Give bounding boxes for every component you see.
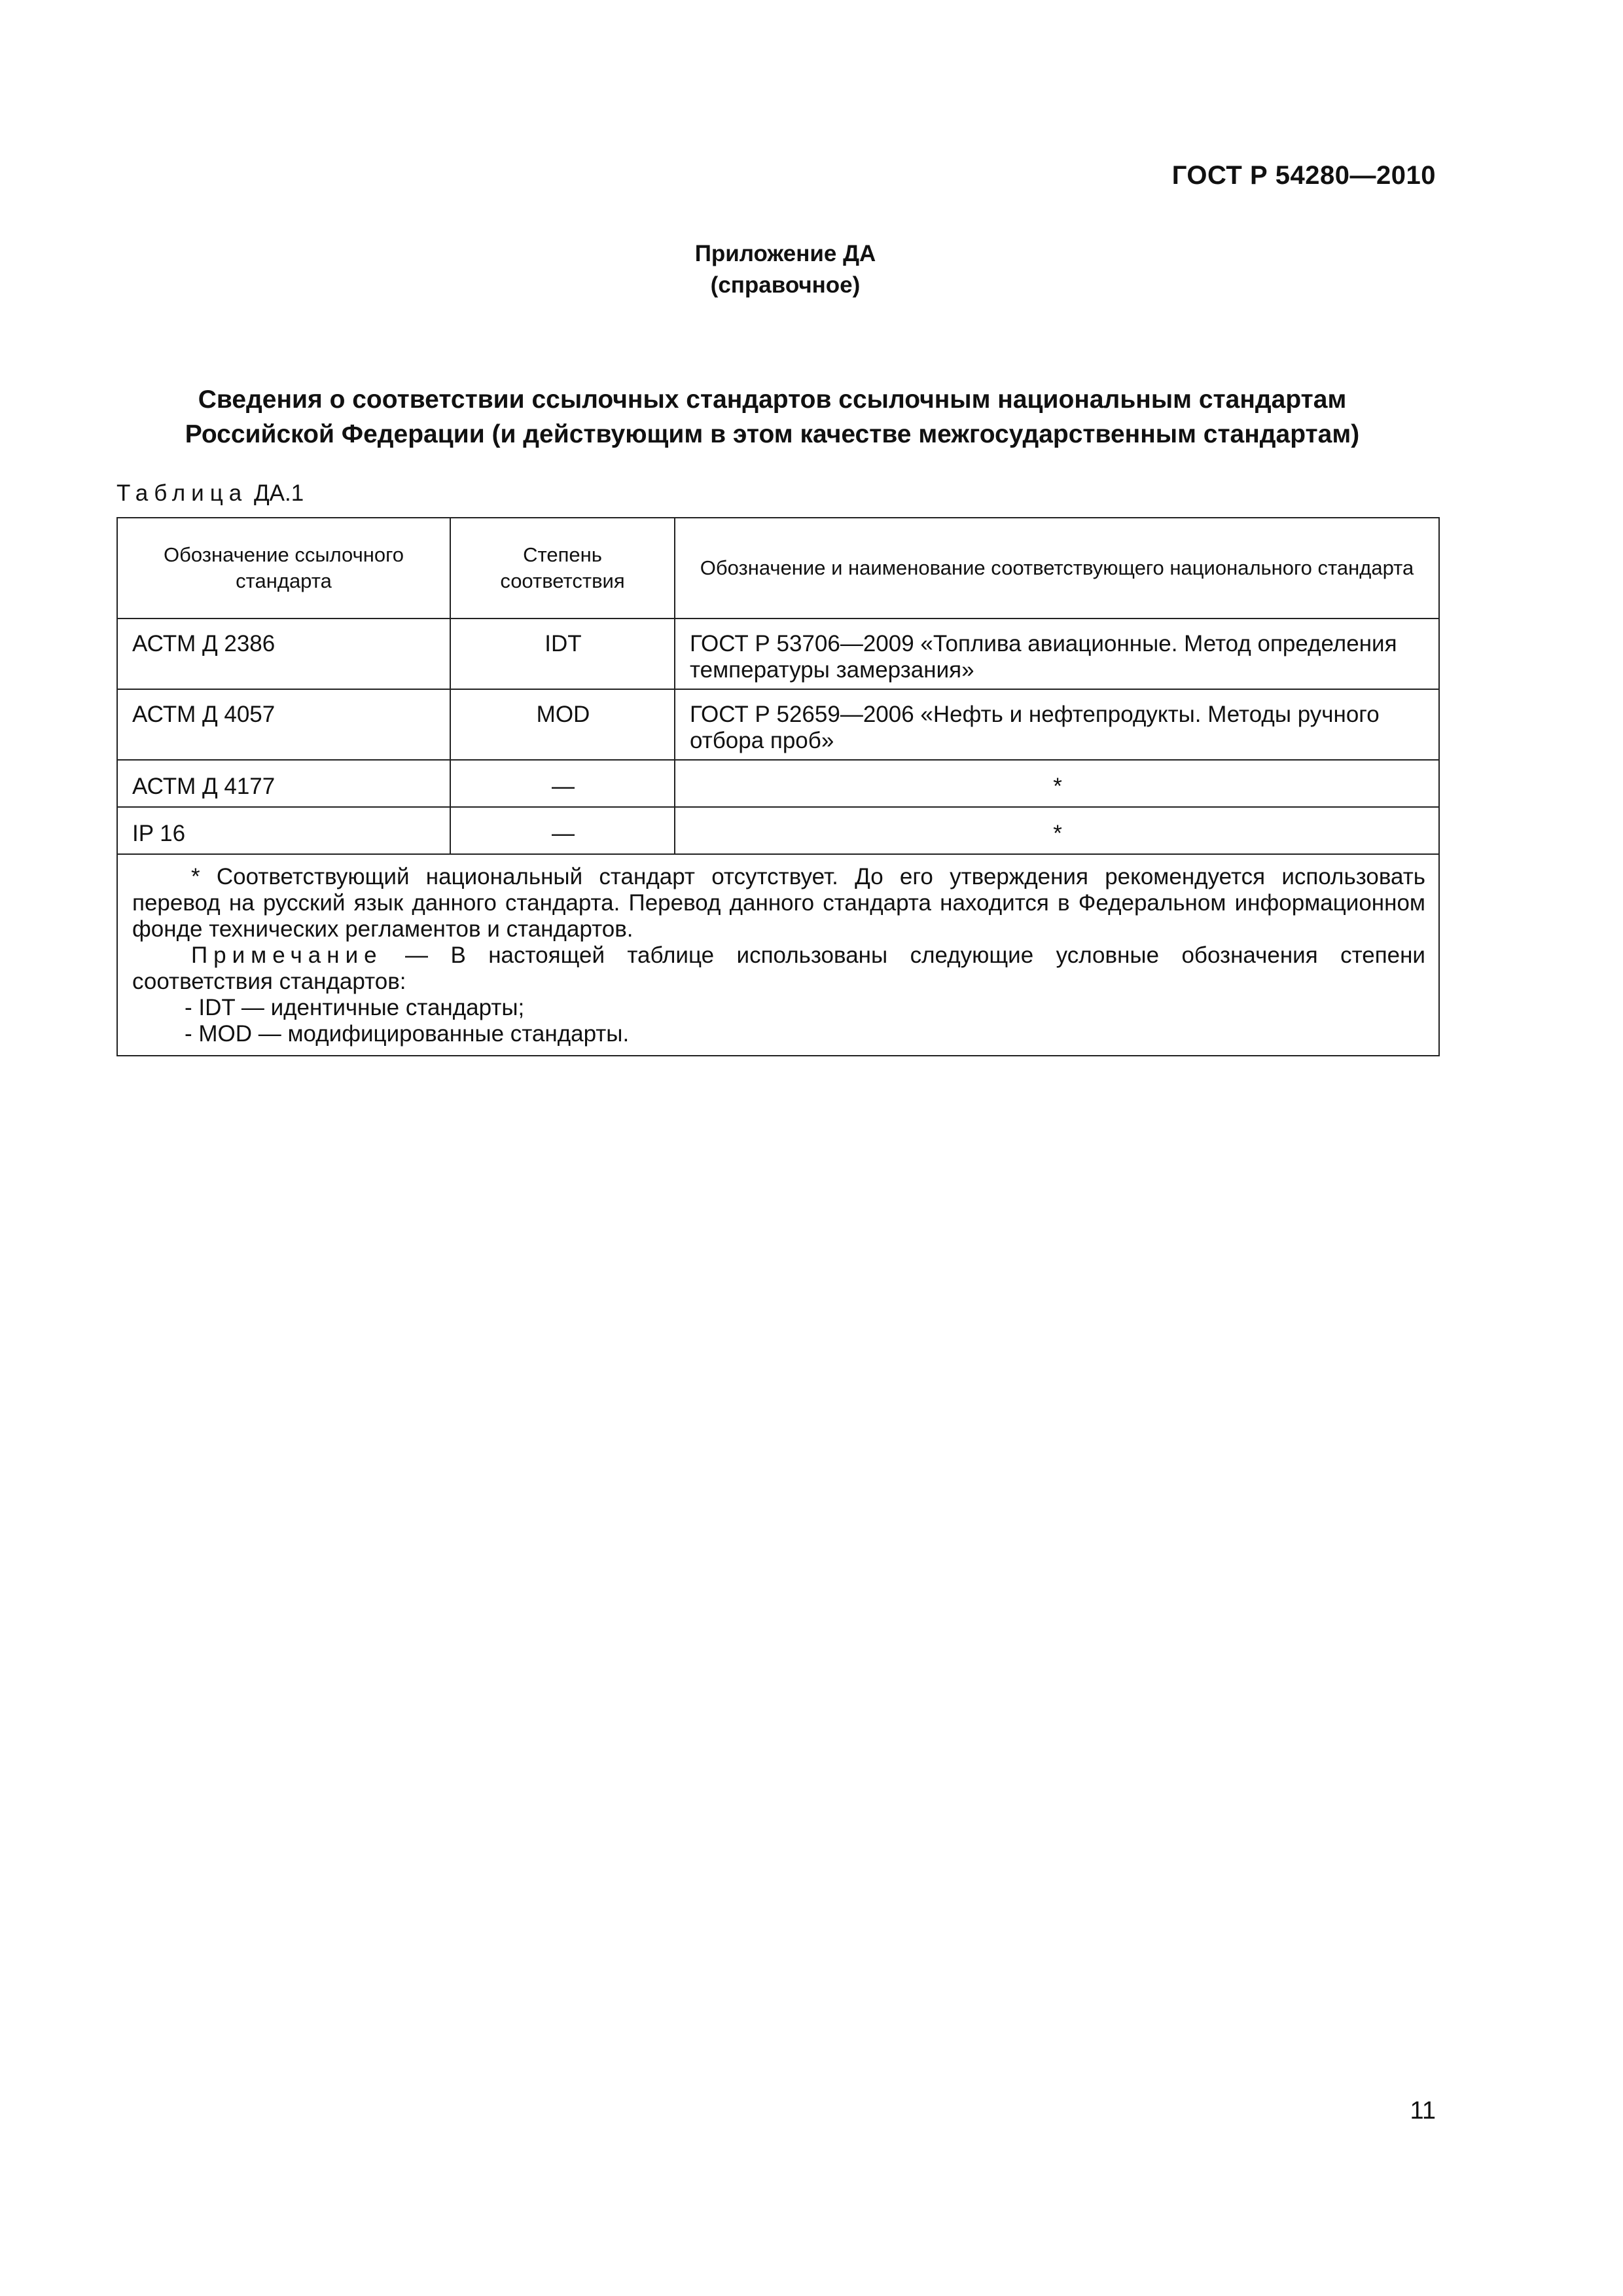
national-standard-cell: * [675,760,1439,807]
column-header: Степень соответствия [450,518,675,619]
column-header: Обозначение и наименование соответствующего национального стандарта [675,518,1439,619]
page-number: 11 [1410,2097,1436,2125]
section-title [105,382,1440,452]
table-row [117,689,1439,760]
appendix-heading [0,238,1571,301]
ref-standard-cell: IP 16 [117,807,450,854]
table-row [117,807,1439,854]
table-row [117,760,1439,807]
degree-cell: — [450,807,675,854]
degree-cell: IDT [450,619,675,689]
national-standard-cell: * [675,807,1439,854]
ref-standard-cell: АСТМ Д 2386 [117,619,450,689]
table-caption-word: Таблица [116,480,248,506]
ref-standard-cell: АСТМ Д 4057 [117,689,450,760]
section-title-line-1: Сведения о соответствии ссылочных стандартов ссылочным национальным стандартам [198,386,1347,414]
appendix-subtitle: (справочное) [710,272,861,298]
degree-cell: — [450,760,675,807]
note-text: — В настоящей таблице использованы следующие условные обозначения степени соответствия стандартов: [132,942,1425,994]
note-list-item: - IDT — идентичные стандарты; [185,995,525,1020]
table-header-row [117,518,1439,619]
column-header: Обозначение ссылочного стандарта [117,518,450,619]
appendix-title: Приложение ДА [694,241,876,266]
footnote: * Соответствующий национальный стандарт отсутствует. До его утверждения рекомендуется использовать перевод на русский язык данного стандарта. Перевод данного стандарта находится в Федеральном информационном фонде технических регламентов и стандартов. [132,864,1425,942]
degree-cell: MOD [450,689,675,760]
national-standard-cell: ГОСТ Р 52659—2006 «Нефть и нефтепродукты. Методы ручного отбора проб» [675,689,1439,760]
national-standard-cell: ГОСТ Р 53706—2009 «Топлива авиационные. Метод определения температуры замерзания» [675,619,1439,689]
note-label: Примечание [191,942,383,968]
table-row [117,619,1439,689]
table-caption [116,480,304,507]
ref-standard-cell: АСТМ Д 4177 [117,760,450,807]
document-code: ГОСТ Р 54280—2010 [1171,161,1436,190]
standards-table [116,517,1440,1056]
note-list-item: - MOD — модифицированные стандарты. [185,1021,630,1047]
table-footer-row [117,854,1439,1056]
note [132,942,1425,995]
table-caption-id: ДА.1 [253,480,304,506]
table-notes [117,854,1439,1056]
section-title-line-2: Российской Федерации (и действующим в этом качестве межгосударственным стандартам) [185,420,1360,448]
